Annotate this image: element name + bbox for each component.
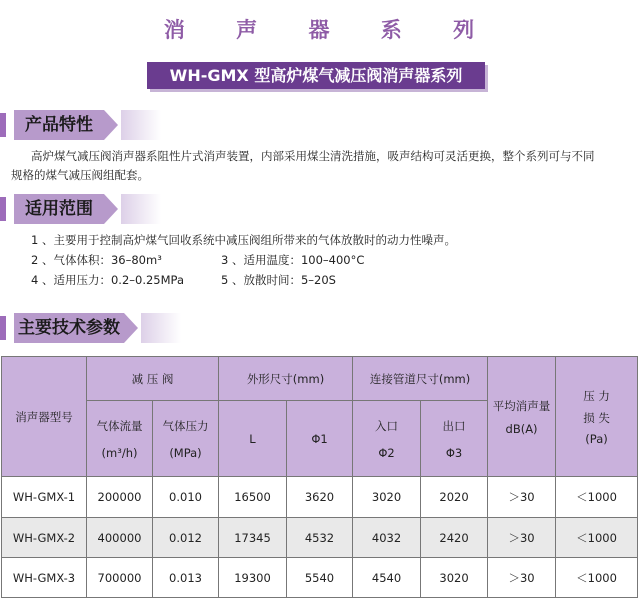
cell-outlet: 2020 [421, 477, 488, 518]
header-flow [87, 401, 153, 477]
section-label: 主要技术参数 [14, 313, 124, 343]
cell-noise: ＞30 [488, 518, 556, 558]
header-pressure [153, 401, 219, 477]
header-pipe: 连接管道尺寸(mm) [353, 357, 488, 401]
cell-inlet: 4540 [353, 558, 421, 598]
table-row [2, 518, 638, 558]
cell-model: WH-GMX-2 [2, 518, 87, 558]
cell-L: 16500 [219, 477, 287, 518]
cell-model: WH-GMX-3 [2, 558, 87, 598]
section-arrow [104, 194, 118, 224]
features-text-line: 规格的煤气减压阀组配套。 [11, 168, 149, 182]
header-valve: 减 压 阀 [87, 357, 219, 401]
section-marker [0, 113, 6, 137]
cell-loss: ＜1000 [556, 518, 638, 558]
table-header-row [2, 357, 638, 401]
section-fade [141, 313, 181, 343]
header-model: 消声器型号 [2, 357, 87, 477]
header-flow-unit: (m³/h) [101, 445, 138, 460]
scope-item-4: 4 、适用压力：0.2–0.25MPa [31, 273, 185, 287]
cell-noise: ＞30 [488, 477, 556, 518]
header-loss [556, 357, 638, 477]
cell-loss: ＜1000 [556, 477, 638, 518]
header-loss-line: 损 失 [583, 410, 610, 425]
spec-table [1, 356, 638, 598]
cell-inlet: 3020 [353, 477, 421, 518]
scope-item-2: 2 、气体体积：36–80m³ [31, 253, 162, 267]
cell-L: 19300 [219, 558, 287, 598]
cell-L: 17345 [219, 518, 287, 558]
section-fade [121, 110, 161, 140]
cell-outlet: 2420 [421, 518, 488, 558]
header-pressure-unit: (MPa) [169, 445, 202, 460]
header-noise-line: 平均消声量 [492, 398, 551, 413]
scope-item-5: 5 、放散时间：5–20S [221, 273, 336, 287]
features-text-line: 高炉煤气减压阀消声器系阻性片式消声装置，内部采用煤尘清洗措施，吸声结构可灵活更换，整个系列可与不同 [31, 149, 595, 163]
table-row [2, 558, 638, 598]
section-label: 产品特性 [14, 110, 104, 140]
cell-flow: 400000 [87, 518, 153, 558]
scope-item-3: 3 、适用温度：100–400°C [221, 253, 365, 267]
header-L: L [219, 401, 287, 477]
header-outlet [421, 401, 488, 477]
header-noise [488, 357, 556, 477]
cell-pressure: 0.012 [153, 518, 219, 558]
header-inlet-symbol: Φ2 [378, 445, 395, 460]
header-phi1: Φ1 [287, 401, 353, 477]
header-loss-unit: (Pa) [585, 431, 608, 446]
header-loss-line: 压 力 [583, 388, 610, 403]
header-noise-unit: dB(A) [505, 421, 538, 436]
cell-pressure: 0.013 [153, 558, 219, 598]
features-paragraph [11, 147, 631, 185]
series-banner: WH-GMX 型高炉煤气减压阀消声器系列 [147, 62, 485, 89]
cell-phi1: 4532 [287, 518, 353, 558]
section-marker [0, 197, 6, 221]
header-dims: 外形尺寸(mm) [219, 357, 353, 401]
section-fade [121, 194, 161, 224]
section-header-scope [0, 194, 156, 224]
section-header-params [0, 313, 156, 343]
cell-outlet: 3020 [421, 558, 488, 598]
cell-model: WH-GMX-1 [2, 477, 87, 518]
page-title: 消 声 器 系 列 [163, 18, 497, 42]
header-inlet [353, 401, 421, 477]
cell-phi1: 5540 [287, 558, 353, 598]
cell-noise: ＞30 [488, 558, 556, 598]
section-header-features [0, 110, 156, 140]
header-flow-line: 气体流量 [96, 418, 143, 433]
header-inlet-line: 入口 [375, 418, 399, 433]
cell-pressure: 0.010 [153, 477, 219, 518]
table-row [2, 477, 638, 518]
cell-loss: ＜1000 [556, 558, 638, 598]
section-label: 适用范围 [14, 194, 104, 224]
cell-flow: 700000 [87, 558, 153, 598]
cell-phi1: 3620 [287, 477, 353, 518]
scope-item-1: 1 、主要用于控制高炉煤气回收系统中减压阀组所带来的气体放散时的动力性噪声。 [31, 233, 456, 247]
header-outlet-symbol: Φ3 [445, 445, 463, 460]
header-pressure-line: 气体压力 [162, 418, 209, 433]
section-arrow [104, 110, 118, 140]
section-arrow [124, 313, 138, 343]
cell-flow: 200000 [87, 477, 153, 518]
cell-inlet: 4032 [353, 518, 421, 558]
header-outlet-line: 出口 [442, 418, 466, 433]
section-marker [0, 316, 6, 340]
